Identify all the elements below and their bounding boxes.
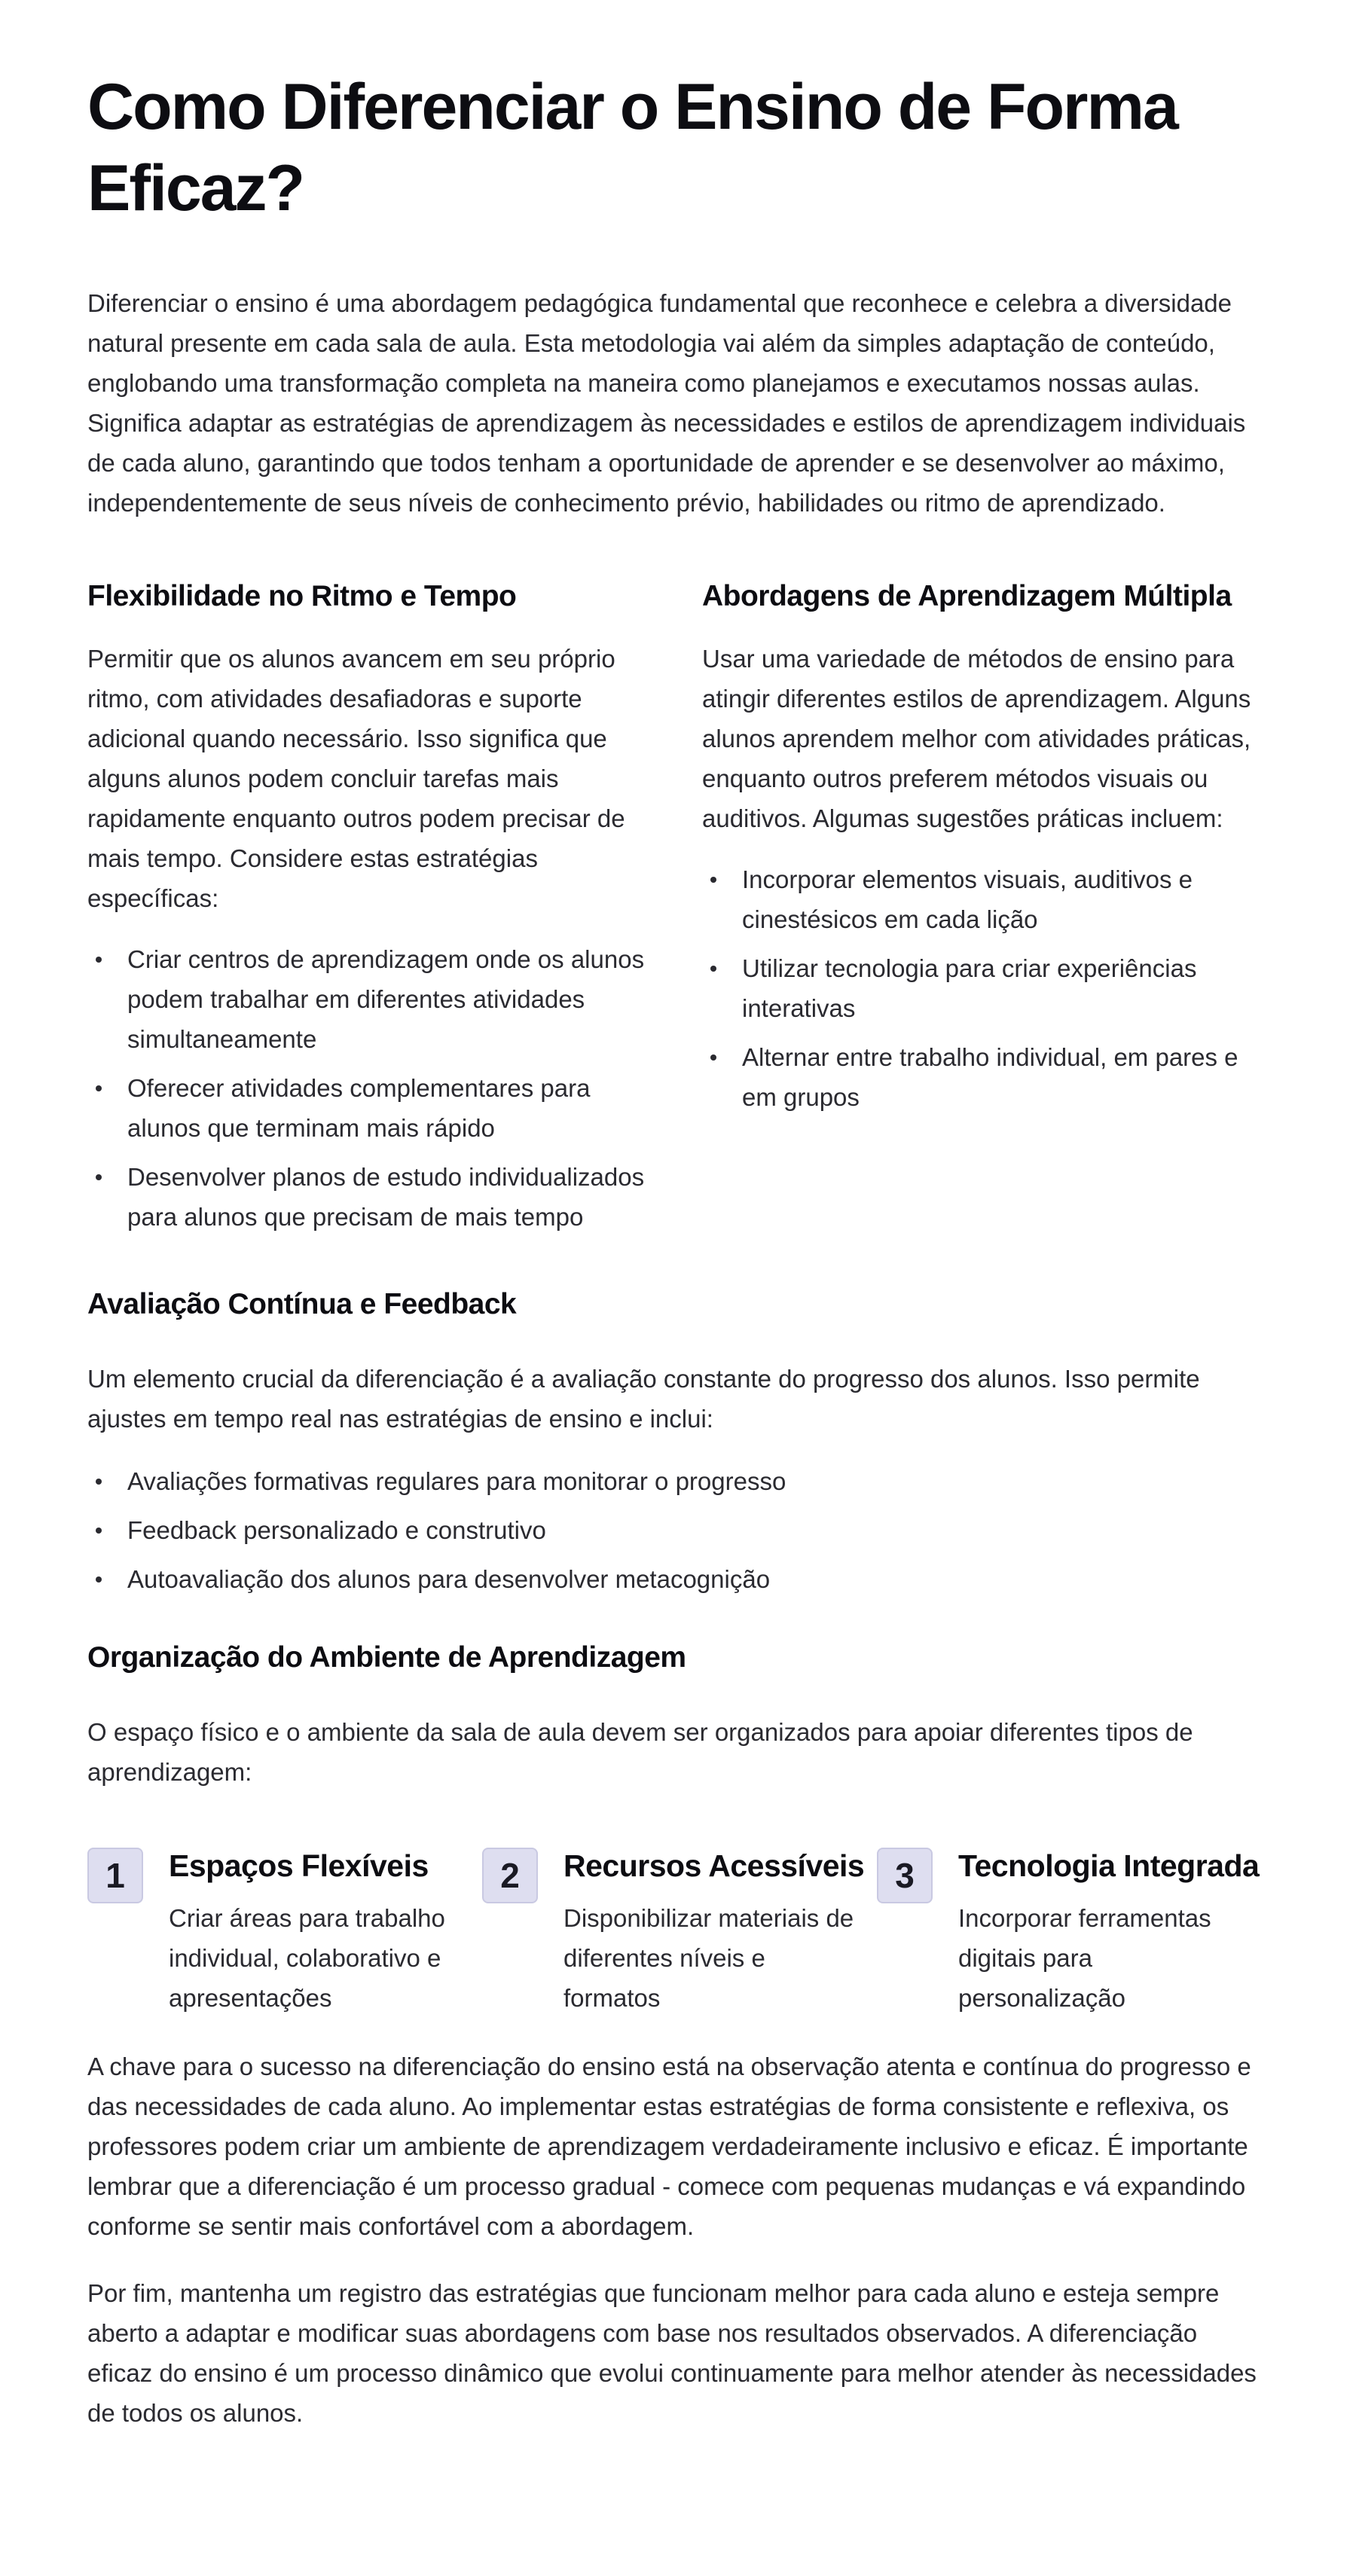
card-title: Recursos Acessíveis bbox=[563, 1848, 865, 1883]
environment-cards bbox=[87, 1848, 1269, 2018]
closing-paragraph: A chave para o sucesso na diferenciação do ensino está na observação atenta e contínua do progresso e das necessidades de cada aluno. Ao implementar estas estratégias de forma consistente e reflexiva, os professores podem criar um ambiente de aprendizagem verdadeiramente inclusivo e eficaz. É importante lembrar que a diferenciação é um processo gradual - comece com pequenas mudanças e vá expandindo conforme se sentir mais confortável com a abordagem. bbox=[87, 2053, 1251, 2240]
pacing-text: Permitir que os alunos avancem em seu próprio ritmo, com atividades desafiadoras e suporte adicional quando necessário. Isso significa que alguns alunos podem concluir tarefas mais rapidamente enquanto outros podem precisar de mais tempo. Considere estas estratégias específicas: bbox=[87, 645, 625, 912]
card-integrated-technology bbox=[877, 1848, 1269, 2018]
environment-text: O espaço físico e o ambiente da sala de aula devem ser organizados para apoiar diferentes tipos de aprendizagem: bbox=[87, 1718, 1193, 1786]
approaches-heading: Abordagens de Aprendizagem Múltipla bbox=[702, 580, 1232, 612]
list-item: Criar centros de aprendizagem onde os alunos podem trabalhar em diferentes atividades simultaneamente bbox=[87, 939, 648, 1059]
number-badge: 1 bbox=[87, 1848, 143, 1903]
number-badge: 2 bbox=[482, 1848, 538, 1903]
approaches-column bbox=[702, 577, 1269, 1246]
assessment-text: Um elemento crucial da diferenciação é a avaliação constante do progresso dos alunos. Isso permite ajustes em tempo real nas estratégias de ensino e inclui: bbox=[87, 1365, 1200, 1433]
list-item: Avaliações formativas regulares para monitorar o progresso bbox=[87, 1461, 1269, 1501]
environment-section bbox=[87, 1638, 1269, 2018]
card-description: Incorporar ferramentas digitais para personalização bbox=[958, 1904, 1211, 2012]
approaches-list bbox=[702, 859, 1269, 1117]
list-item: Utilizar tecnologia para criar experiências interativas bbox=[702, 948, 1269, 1028]
pacing-list bbox=[87, 939, 648, 1237]
pacing-heading: Flexibilidade no Ritmo e Tempo bbox=[87, 580, 517, 612]
intro-paragraph: Diferenciar o ensino é uma abordagem pedagógica fundamental que reconhece e celebra a diversidade natural presente em cada sala de aula. Esta metodologia vai além da simples adaptação de conteúdo, englobando uma transformação completa na maneira como planejamos e executamos nossas aulas. Significa adaptar as estratégias de aprendizagem às necessidades e estilos de aprendizagem individuais de cada aluno, garantindo que todos tenham a oportunidade de aprender e se desenvolver ao máximo, independentemente de seus níveis de conhecimento prévio, habilidades ou ritmo de aprendizado. bbox=[87, 289, 1246, 517]
list-item: Incorporar elementos visuais, auditivos e cinestésicos em cada lição bbox=[702, 859, 1269, 939]
pacing-column bbox=[87, 577, 648, 1246]
assessment-heading: Avaliação Contínua e Feedback bbox=[87, 1288, 517, 1320]
assessment-section bbox=[87, 1285, 1269, 1599]
card-description: Criar áreas para trabalho individual, colaborativo e apresentações bbox=[169, 1904, 445, 2012]
card-title: Espaços Flexíveis bbox=[169, 1848, 429, 1883]
closing-paragraph: Por fim, mantenha um registro das estratégias que funcionam melhor para cada aluno e esteja sempre aberto a adaptar e modificar suas abordagens com base nos resultados observados. A diferenciação eficaz do ensino é um processo dinâmico que evolui continuamente para melhor atender às necessidades de todos os alunos. bbox=[87, 2279, 1257, 2427]
assessment-list bbox=[87, 1461, 1269, 1599]
page-title: Como Diferenciar o Ensino de Forma Eficaz? bbox=[87, 71, 1177, 224]
card-accessible-resources bbox=[482, 1848, 874, 2018]
list-item: Desenvolver planos de estudo individualizados para alunos que precisam de mais tempo bbox=[87, 1157, 648, 1237]
list-item: Autoavaliação dos alunos para desenvolver metacognição bbox=[87, 1559, 1269, 1599]
number-badge: 3 bbox=[877, 1848, 933, 1903]
environment-heading: Organização do Ambiente de Aprendizagem bbox=[87, 1641, 686, 1674]
card-description: Disponibilizar materiais de diferentes níveis e formatos bbox=[563, 1904, 854, 2012]
list-item: Alternar entre trabalho individual, em pares e em grupos bbox=[702, 1037, 1269, 1117]
card-title: Tecnologia Integrada bbox=[958, 1848, 1260, 1883]
two-column-section bbox=[87, 577, 1269, 1246]
list-item: Feedback personalizado e construtivo bbox=[87, 1510, 1269, 1550]
approaches-text: Usar uma variedade de métodos de ensino para atingir diferentes estilos de aprendizagem. Alguns alunos aprendem melhor com atividades práticas, enquanto outros preferem métodos visuais ou auditivos. Algumas sugestões práticas incluem: bbox=[702, 645, 1251, 832]
list-item: Oferecer atividades complementares para alunos que terminam mais rápido bbox=[87, 1068, 648, 1148]
card-flexible-spaces bbox=[87, 1848, 479, 2018]
